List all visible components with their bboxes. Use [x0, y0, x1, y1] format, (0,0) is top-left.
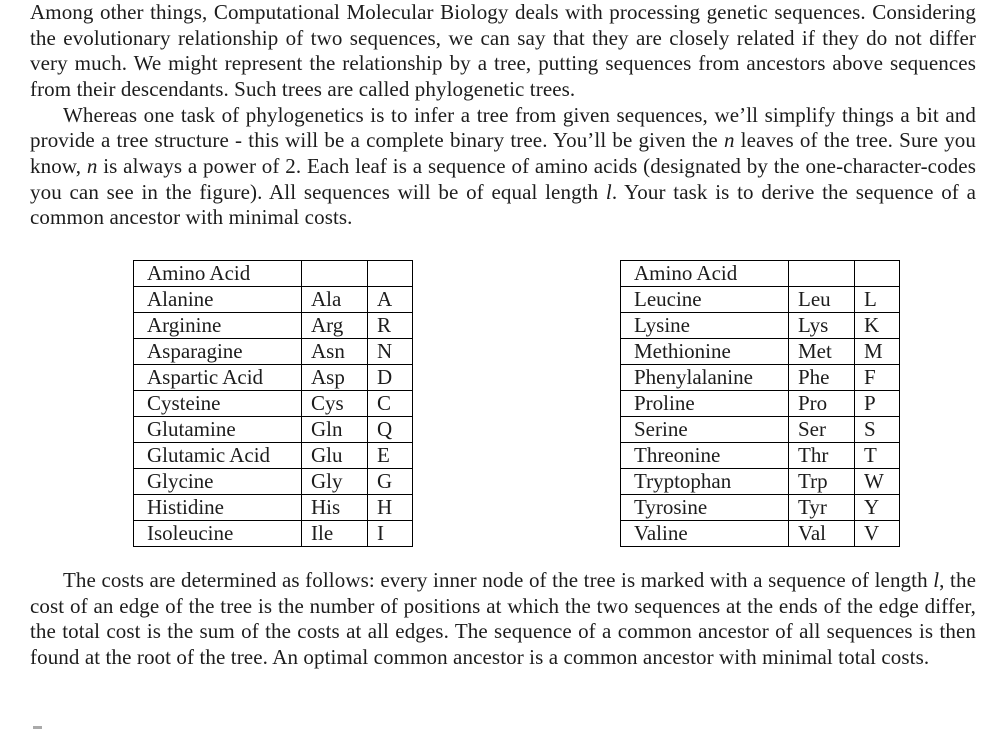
amino-acid-abbr: Met	[789, 338, 855, 364]
amino-acid-abbr: Val	[789, 520, 855, 546]
amino-acid-code: H	[368, 494, 413, 520]
amino-acid-abbr: Asp	[302, 364, 368, 390]
amino-acid-abbr: His	[302, 494, 368, 520]
column-header-amino-acid: Amino Acid	[134, 260, 302, 286]
amino-acid-name: Tyrosine	[621, 494, 789, 520]
amino-acid-abbr: Ser	[789, 416, 855, 442]
amino-acid-abbr: Thr	[789, 442, 855, 468]
column-header-amino-acid: Amino Acid	[621, 260, 789, 286]
table-row	[134, 468, 413, 494]
amino-acid-abbr: Arg	[302, 312, 368, 338]
amino-acid-abbr: Cys	[302, 390, 368, 416]
table-row	[621, 338, 900, 364]
amino-acid-name: Arginine	[134, 312, 302, 338]
column-header-abbr	[789, 260, 855, 286]
table-row	[621, 442, 900, 468]
amino-acid-code: F	[855, 364, 900, 390]
amino-acid-code: W	[855, 468, 900, 494]
amino-acid-name: Leucine	[621, 286, 789, 312]
amino-acid-name: Methionine	[621, 338, 789, 364]
amino-acid-name: Glycine	[134, 468, 302, 494]
table-row	[621, 416, 900, 442]
column-header-code	[368, 260, 413, 286]
amino-acid-name: Valine	[621, 520, 789, 546]
amino-acid-code: Q	[368, 416, 413, 442]
table-row	[621, 364, 900, 390]
amino-acid-abbr: Lys	[789, 312, 855, 338]
amino-acid-name: Threonine	[621, 442, 789, 468]
table-row	[134, 338, 413, 364]
table-row	[621, 312, 900, 338]
amino-acid-abbr: Leu	[789, 286, 855, 312]
table-row	[621, 520, 900, 546]
amino-acid-name: Serine	[621, 416, 789, 442]
table-row	[621, 390, 900, 416]
amino-acid-code: M	[855, 338, 900, 364]
table-row	[134, 442, 413, 468]
amino-acid-name: Cysteine	[134, 390, 302, 416]
table-row	[621, 468, 900, 494]
amino-acid-code: I	[368, 520, 413, 546]
amino-acid-code: E	[368, 442, 413, 468]
amino-acid-name: Glutamine	[134, 416, 302, 442]
amino-acid-abbr: Trp	[789, 468, 855, 494]
amino-acid-abbr: Tyr	[789, 494, 855, 520]
table-header-row	[134, 260, 413, 286]
amino-acid-tables	[30, 260, 976, 547]
amino-acid-code: T	[855, 442, 900, 468]
table-row	[621, 494, 900, 520]
amino-acid-code: L	[855, 286, 900, 312]
amino-acid-name: Phenylalanine	[621, 364, 789, 390]
amino-acid-code: K	[855, 312, 900, 338]
table-row	[621, 286, 900, 312]
amino-acid-name: Histidine	[134, 494, 302, 520]
table-row	[134, 364, 413, 390]
amino-acid-code: P	[855, 390, 900, 416]
paragraph-costs: The costs are determined as follows: every inner node of the tree is marked with a sequence of length l, the cost of an edge of the tree is the number of positions at which the two sequences at the ends of the edge differ, the total cost is the sum of the costs at all edges. The sequence of a common ancestor of all sequences is then found at the root of the tree. An optimal common ancestor is a common ancestor with minimal total costs.	[30, 567, 977, 669]
table-row	[134, 494, 413, 520]
column-header-abbr	[302, 260, 368, 286]
amino-acid-table-right	[620, 260, 900, 547]
table-header-row	[621, 260, 900, 286]
amino-acid-name: Asparagine	[134, 338, 302, 364]
amino-acid-abbr: Ile	[302, 520, 368, 546]
amino-acid-code: N	[368, 338, 413, 364]
amino-acid-abbr: Glu	[302, 442, 368, 468]
table-row	[134, 312, 413, 338]
amino-acid-name: Aspartic Acid	[134, 364, 302, 390]
amino-acid-code: C	[368, 390, 413, 416]
amino-acid-name: Lysine	[621, 312, 789, 338]
amino-acid-name: Alanine	[134, 286, 302, 312]
table-row	[134, 520, 413, 546]
amino-acid-name: Glutamic Acid	[134, 442, 302, 468]
amino-acid-name: Proline	[621, 390, 789, 416]
amino-acid-abbr: Pro	[789, 390, 855, 416]
amino-acid-code: R	[368, 312, 413, 338]
paragraph-intro: Among other things, Computational Molecular Biology deals with processing genetic sequences. Considering the evolutionary relationship of two sequences, we can say that they are closely related if they do not differ very much. We might represent the relationship by a tree, putting sequences from ancestors above sequences from their descendants. Such trees are called phylogenetic trees.	[30, 0, 976, 101]
amino-acid-code: G	[368, 468, 413, 494]
amino-acid-code: Y	[855, 494, 900, 520]
amino-acid-abbr: Ala	[302, 286, 368, 312]
amino-acid-code: D	[368, 364, 413, 390]
amino-acid-code: A	[368, 286, 413, 312]
paragraph-task: Whereas one task of phylogenetics is to infer a tree from given sequences, we’ll simplify things a bit and provide a tree structure - this will be a complete binary tree. You’ll be given the n leaves of the tree. Sure you know, n is always a power of 2. Each leaf is a sequence of amino acids (designated by the one-character-codes you can see in the figure). All sequences will be of equal length l. Your task is to derive the sequence of a common ancestor with minimal costs.	[30, 102, 976, 230]
amino-acid-name: Isoleucine	[134, 520, 302, 546]
table-row	[134, 390, 413, 416]
amino-acid-abbr: Asn	[302, 338, 368, 364]
amino-acid-table-left	[133, 260, 413, 547]
amino-acid-abbr: Gln	[302, 416, 368, 442]
column-header-code	[855, 260, 900, 286]
table-row	[134, 286, 413, 312]
amino-acid-code: V	[855, 520, 900, 546]
amino-acid-name: Tryptophan	[621, 468, 789, 494]
amino-acid-abbr: Phe	[789, 364, 855, 390]
amino-acid-code: S	[855, 416, 900, 442]
table-row	[134, 416, 413, 442]
amino-acid-abbr: Gly	[302, 468, 368, 494]
